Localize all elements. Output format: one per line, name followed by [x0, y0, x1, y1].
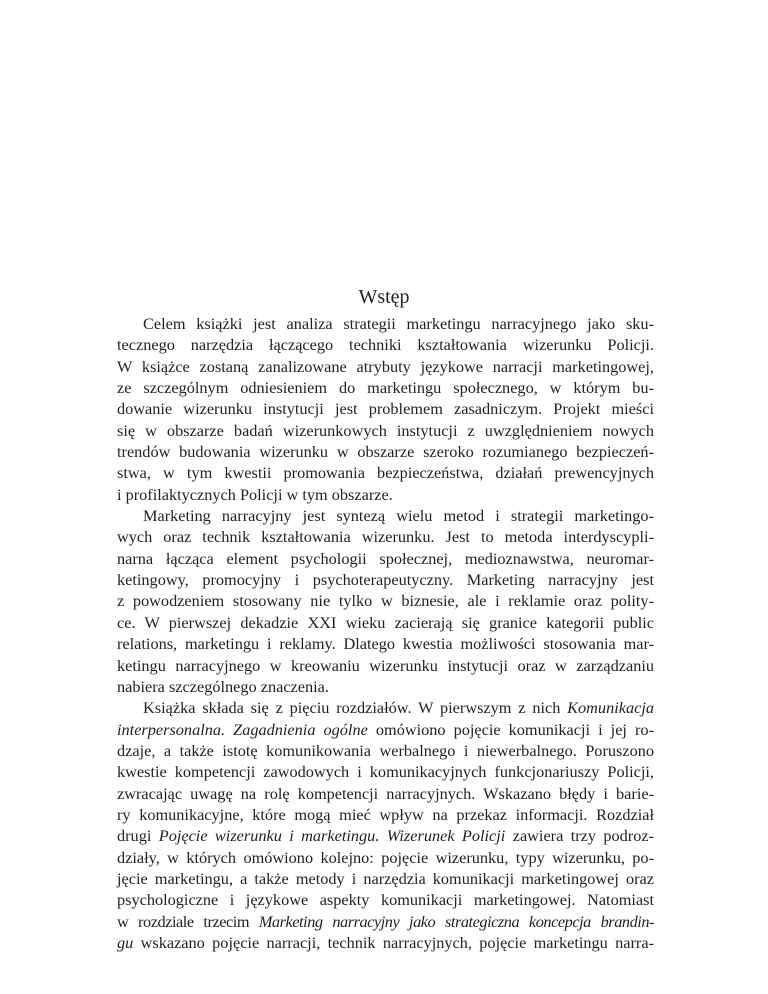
text-segment: ce. W pierwszej dekadzie XXI wieku zacierają się granice kategorii public: [117, 612, 654, 632]
text-line: [117, 590, 654, 611]
text-line: [117, 804, 654, 825]
text-segment: omówiono pojęcie komunikacji i jej ro-: [367, 719, 654, 739]
text-segment: ze szczególnym odniesieniem do marketingu społecznego, w którym bu-: [117, 378, 654, 398]
text-line: [117, 377, 654, 398]
text-line: [117, 911, 654, 932]
text-line: [117, 697, 654, 718]
italic-title-segment: Pojęcie wizerunku i marketingu. Wizerunek Policji: [158, 826, 506, 846]
italic-title-segment: interpersonalna. Zagadnienia ogólne: [117, 719, 368, 739]
text-segment: tecznego narzędzia łączącego techniki kształtowania wizerunku Policji.: [117, 335, 654, 355]
italic-title-segment: Komunikacja: [567, 698, 654, 718]
body-text: [117, 313, 654, 953]
text-line: [117, 740, 654, 761]
text-line: [117, 889, 654, 910]
text-segment: stwa, w tym kwestii promowania bezpieczeństwa, działań prewencyjnych: [117, 463, 654, 483]
text-segment: Książka składa się z pięciu rozdziałów. W pierwszym z nich: [143, 698, 568, 718]
text-line: [117, 334, 654, 355]
text-segment: ry komunikacyjne, które mogą mieć wpływ na przekaz informacji. Rozdział: [117, 804, 654, 824]
text-line: [117, 569, 654, 590]
text-segment: z powodzeniem stosowany nie tylko w biznesie, ale i reklamie oraz polity-: [117, 591, 654, 611]
text-line: [117, 825, 654, 846]
text-segment: wych oraz technik kształtowania wizerunku. Jest to metoda interdyscypli-: [117, 527, 654, 547]
text-line: [117, 462, 654, 483]
text-line: [117, 313, 654, 334]
text-line: [117, 932, 654, 953]
text-segment: jęcie marketingu, a także metody i narzędzia komunikacji marketingowej oraz: [117, 868, 654, 888]
text-segment: Celem książki jest analiza strategii marketingu narracyjnego jako sku-: [143, 314, 654, 333]
text-segment: w rozdziale trzecim: [117, 911, 259, 931]
text-segment: ketingowy, promocyjny i psychoterapeutyczny. Marketing narracyjny jest: [117, 570, 654, 590]
text-segment: trendów budowania wizerunku w obszarze szeroko rozumianego bezpieczeń-: [117, 442, 654, 462]
text-segment: dowanie wizerunku instytucji jest problemem zasadniczym. Projekt mieści: [117, 399, 654, 419]
text-segment: Marketing narracyjny jest syntezą wielu metod i strategii marketingo-: [143, 506, 654, 526]
text-segment: W książce zostaną zanalizowane atrybuty językowe narracji marketingowej,: [117, 356, 654, 376]
text-segment: się w obszarze badań wizerunkowych instytucji z uwzględnieniem nowych: [117, 420, 654, 440]
italic-title-segment: Marketing narracyjny jako strategiczna koncepcja brandin-: [258, 911, 654, 931]
chapter-heading: Wstęp: [358, 286, 410, 308]
text-segment: drugi: [117, 826, 159, 846]
text-line: [117, 484, 654, 505]
text-segment: relations, marketingu i reklamy. Dlatego kwestia możliwości stosowania mar-: [117, 634, 654, 654]
text-segment: wskazano pojęcie narracji, technik narracyjnych, pojęcie marketingu narra-: [133, 932, 654, 952]
text-segment: narna łącząca element psychologii społecznej, medioznawstwa, neuromar-: [117, 548, 654, 568]
text-line: [117, 356, 654, 377]
text-line: [117, 633, 654, 654]
text-segment: psychologiczne i językowe aspekty komunikacji marketingowej. Natomiast: [117, 890, 654, 910]
text-segment: i profilaktycznych Policji w tym obszarze.: [117, 484, 393, 504]
text-line: [117, 441, 654, 462]
text-line: [117, 612, 654, 633]
text-line: [117, 783, 654, 804]
text-line: [117, 719, 654, 740]
text-segment: dzaje, a także istotę komunikowania werbalnego i niewerbalnego. Poruszono: [117, 740, 654, 760]
text-segment: kwestie kompetencji zawodowych i komunikacyjnych funkcjonariuszy Policji,: [117, 762, 654, 782]
text-line: [117, 868, 654, 889]
text-segment: ketingu narracyjnego w kreowaniu wizerunku instytucji oraz w zarządzaniu: [117, 655, 654, 675]
text-line: [117, 420, 654, 441]
text-line: [117, 847, 654, 868]
italic-title-segment: gu: [117, 932, 134, 952]
text-segment: zwracając uwagę na rolę kompetencji narracyjnych. Wskazano błędy i barie-: [117, 783, 654, 803]
text-segment: zawiera trzy podroz-: [505, 826, 655, 846]
text-line: [117, 398, 654, 419]
text-line: [117, 676, 654, 697]
text-segment: działy, w których omówiono kolejno: pojęcie wizerunku, typy wizerunku, po-: [117, 847, 654, 867]
text-line: [117, 761, 654, 782]
text-segment: nabiera szczególnego znaczenia.: [117, 676, 329, 696]
text-line: [117, 548, 654, 569]
text-line: [117, 655, 654, 676]
text-line: [117, 526, 654, 547]
text-line: [117, 505, 654, 526]
